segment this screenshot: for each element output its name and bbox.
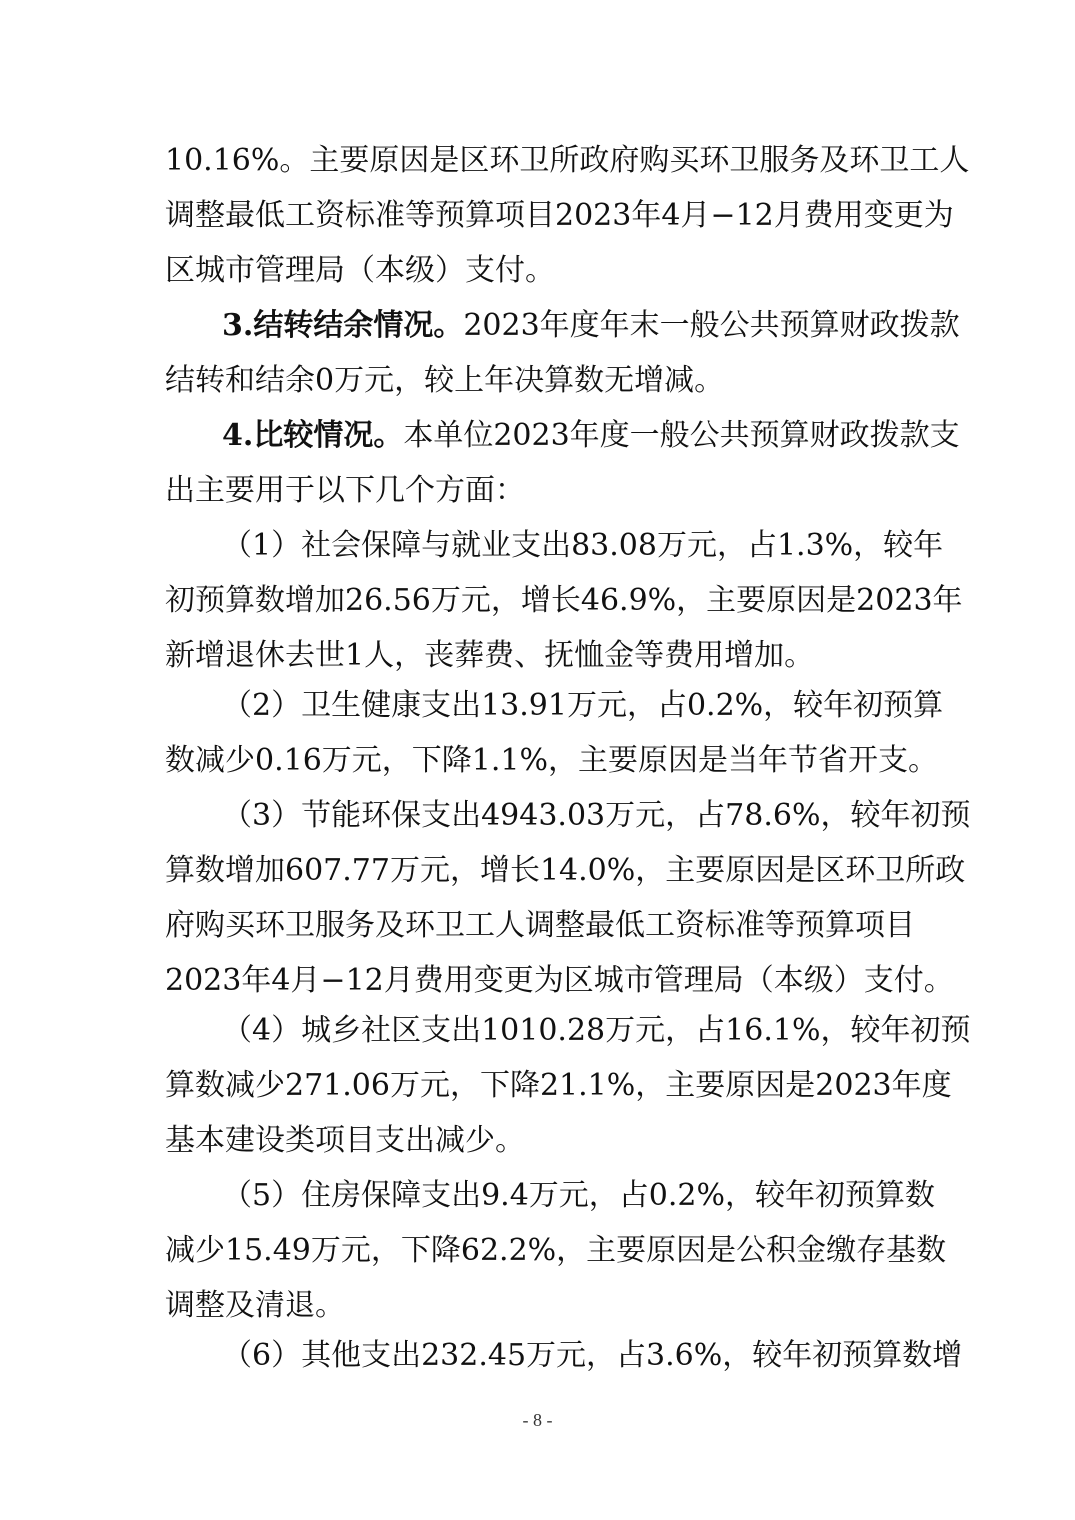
- paragraph-line: 新增退休去世1人，丧葬费、抚恤金等费用增加。: [165, 638, 815, 673]
- paragraph-line: 减少15.49万元，下降62.2%，主要原因是公积金缴存基数: [165, 1233, 947, 1268]
- paragraph-line: 结转和结余0万元，较上年决算数无增减。: [165, 363, 725, 398]
- section-heading-line: [222, 308, 960, 344]
- paragraph-line: 区城市管理局（本级）支付。: [165, 253, 555, 288]
- list-item-line: （1）社会保障与就业支出83.08万元，占1.3%，较年: [222, 528, 944, 563]
- list-item-line: （5）住房保障支出9.4万元，占0.2%，较年初预算数: [222, 1178, 936, 1213]
- paragraph-line: 基本建设类项目支出减少。: [165, 1123, 525, 1158]
- section-text: 本单位2023年度一般公共预算财政拨款支: [403, 418, 960, 453]
- section-heading-line: [222, 418, 960, 454]
- paragraph-line: 算数增加607.77万元，增长14.0%，主要原因是区环卫所政: [165, 853, 966, 888]
- paragraph-line: 2023年4月−12月费用变更为区城市管理局（本级）支付。: [165, 963, 954, 998]
- section-heading: 3.结转结余情况。: [222, 308, 464, 343]
- paragraph-line: 出主要用于以下几个方面：: [165, 473, 525, 508]
- paragraph-line: 府购买环卫服务及环卫工人调整最低工资标准等预算项目: [165, 908, 915, 943]
- list-item-line: （6）其他支出232.45万元，占3.6%，较年初预算数增: [222, 1338, 963, 1373]
- paragraph-line: 算数减少271.06万元，下降21.1%，主要原因是2023年度: [165, 1068, 952, 1103]
- paragraph-line: 调整及清退。: [165, 1288, 345, 1323]
- list-item-line: （4）城乡社区支出1010.28万元，占16.1%，较年初预: [222, 1013, 971, 1048]
- paragraph-line: 初预算数增加26.56万元，增长46.9%，主要原因是2023年: [165, 583, 963, 618]
- paragraph-line: 10.16%。主要原因是区环卫所政府购买环卫服务及环卫工人: [165, 143, 970, 178]
- section-text: 2023年度年末一般公共预算财政拨款: [463, 308, 960, 343]
- section-heading: 4.比较情况。: [222, 418, 404, 453]
- page-number: - 8 -: [522, 1410, 553, 1430]
- list-item-line: （3）节能环保支出4943.03万元，占78.6%，较年初预: [222, 798, 971, 833]
- list-item-line: （2）卫生健康支出13.91万元，占0.2%，较年初预算: [222, 688, 944, 723]
- paragraph-line: 数减少0.16万元，下降1.1%，主要原因是当年节省开支。: [165, 743, 939, 778]
- paragraph-line: 调整最低工资标准等预算项目2023年4月−12月费用变更为: [165, 198, 954, 233]
